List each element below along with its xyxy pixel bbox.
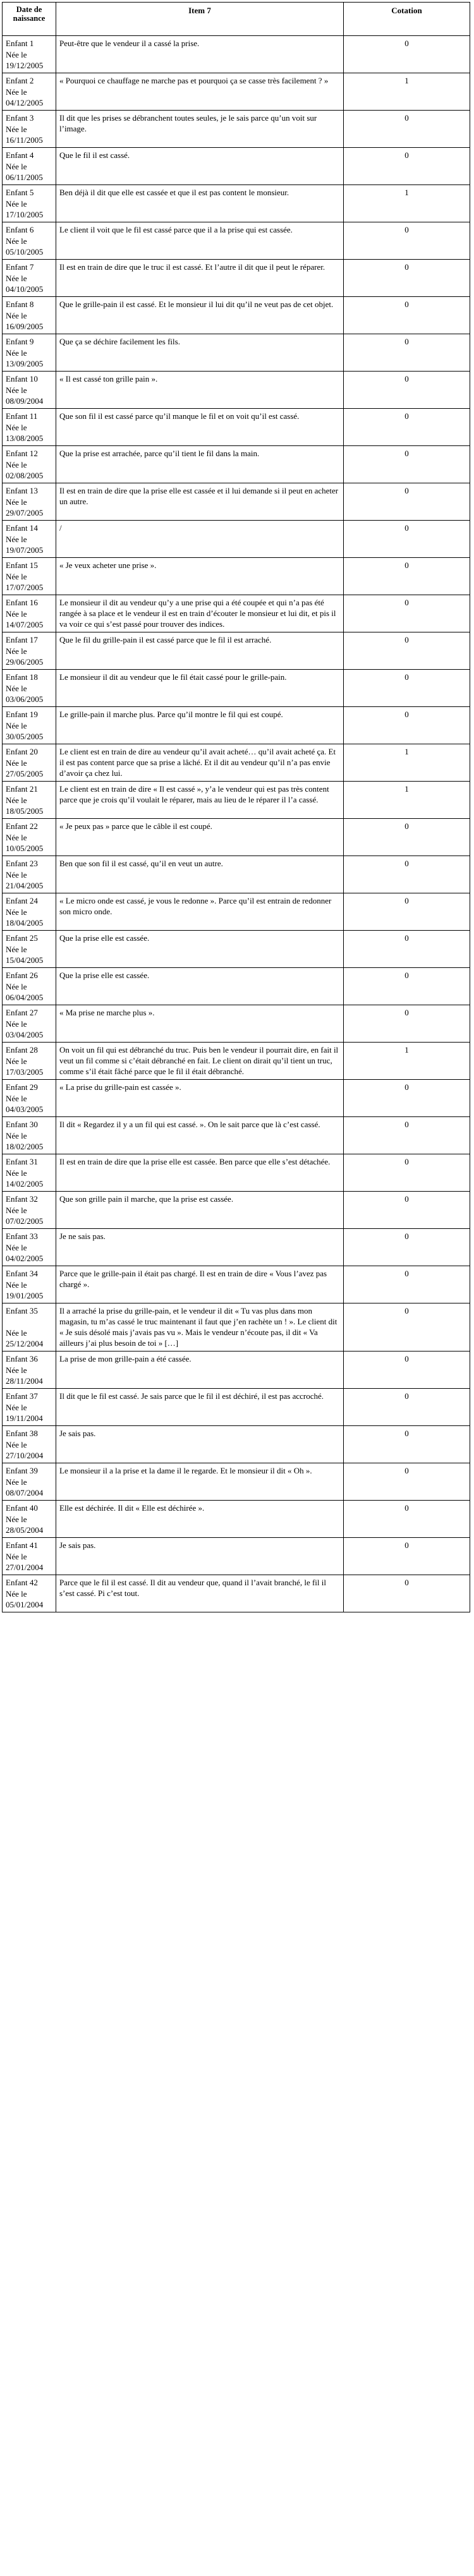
table-row — [3, 893, 470, 931]
child-cell — [3, 1303, 56, 1351]
birth-date: Née le 13/09/2005 — [6, 348, 44, 368]
response-text: Le client est en train de dire au vendeur qu’il avait acheté… qu’il avait acheté ça. Et il est pas content parce que sa prise a lâché. Et il dit au vendeur qu’il n’a pas envie d’avoir ça chez lui. — [56, 744, 344, 782]
child-cell — [3, 856, 56, 893]
child-cell — [3, 1426, 56, 1463]
response-text: « Le micro onde est cassé, je vous le redonne ». Parce qu’il est entrain de redonner son micro onde. — [56, 893, 344, 931]
birth-date: Née le 06/11/2005 — [6, 162, 43, 182]
table-row — [3, 707, 470, 744]
cotation-value: 0 — [344, 1463, 470, 1501]
child-cell — [3, 1463, 56, 1501]
child-label: Enfant 31 — [6, 1157, 38, 1166]
cotation-value: 0 — [344, 558, 470, 595]
birth-date: Née le 17/03/2005 — [6, 1056, 44, 1077]
child-label: Enfant 4 — [6, 150, 34, 160]
cotation-value: 1 — [344, 73, 470, 111]
birth-date: Née le 04/02/2005 — [6, 1243, 44, 1263]
birth-date: Née le 27/01/2004 — [6, 1552, 44, 1572]
cotation-value: 0 — [344, 968, 470, 1005]
response-text: Le client est en train de dire « Il est cassé », y’a le vendeur qui est pas très content parce que je crois qu’il voulait le réparer, mais au lieu de le réparer il l’a cassé. — [56, 782, 344, 819]
child-cell — [3, 1575, 56, 1612]
response-text: / — [56, 521, 344, 558]
birth-date: Née le 27/10/2004 — [6, 1440, 44, 1460]
birth-date: Née le 16/09/2005 — [6, 311, 44, 331]
child-label: Enfant 23 — [6, 859, 38, 868]
table-row — [3, 632, 470, 670]
response-text: Le monsieur il a la prise et la dame il le regarde. Et le monsieur il dit « Oh ». — [56, 1463, 344, 1501]
cotation-value: 1 — [344, 744, 470, 782]
child-label: Enfant 21 — [6, 784, 38, 794]
table-row — [3, 1463, 470, 1501]
response-text: Il est en train de dire que la prise elle est cassée. Ben parce que elle s’est détachée. — [56, 1154, 344, 1192]
table-row — [3, 446, 470, 483]
birth-date: Née le 08/09/2004 — [6, 385, 44, 406]
cotation-value: 0 — [344, 931, 470, 968]
cotation-value: 0 — [344, 856, 470, 893]
child-label: Enfant 28 — [6, 1045, 38, 1055]
table-row — [3, 1154, 470, 1192]
child-label: Enfant 36 — [6, 1354, 38, 1364]
response-text: Que son fil il est cassé parce qu’il manque le fil et on voit qu’il est cassé. — [56, 409, 344, 446]
birth-date: Née le 19/07/2005 — [6, 535, 44, 555]
child-cell — [3, 595, 56, 632]
header-cotation: Cotation — [344, 3, 470, 36]
child-label: Enfant 32 — [6, 1194, 38, 1204]
response-text: Il dit « Regardez il y a un fil qui est cassé. ». On le sait parce que là c’est cassé. — [56, 1117, 344, 1154]
child-label: Enfant 39 — [6, 1466, 38, 1475]
birth-date: Née le 18/05/2005 — [6, 795, 44, 816]
table-row — [3, 483, 470, 521]
response-text: Parce que le grille-pain il était pas chargé. Il est en train de dire « Vous l’avez pas chargé ». — [56, 1266, 344, 1303]
child-label: Enfant 22 — [6, 821, 38, 831]
child-label: Enfant 20 — [6, 747, 38, 756]
response-text: « Je veux acheter une prise ». — [56, 558, 344, 595]
table-row — [3, 819, 470, 856]
cotation-value: 0 — [344, 1575, 470, 1612]
child-cell — [3, 1266, 56, 1303]
child-label: Enfant 2 — [6, 76, 34, 85]
table-row — [3, 782, 470, 819]
response-text: Que ça se déchire facilement les fils. — [56, 334, 344, 372]
birth-date: Née le 13/08/2005 — [6, 423, 44, 443]
response-text: La prise de mon grille-pain a été cassée. — [56, 1351, 344, 1389]
birth-date: Née le 03/04/2005 — [6, 1019, 44, 1039]
birth-date: Née le 28/11/2004 — [6, 1365, 43, 1386]
cotation-value: 0 — [344, 1154, 470, 1192]
table-row — [3, 185, 470, 222]
birth-date: Née le 16/11/2005 — [6, 124, 43, 145]
cotation-value: 0 — [344, 1229, 470, 1266]
birth-date: Née le 18/04/2005 — [6, 907, 44, 928]
child-cell — [3, 744, 56, 782]
table-row — [3, 297, 470, 334]
cotation-value: 1 — [344, 1043, 470, 1080]
response-text: Le monsieur il dit au vendeur qu’y a une prise qui a été coupée et qui n’a pas été rangée à sa place et le vendeur il est en train d’écouter le monsieur et lui dit, et pis il va voir ce qui s’est passé pour trouver des indices. — [56, 595, 344, 632]
cotation-value: 0 — [344, 670, 470, 707]
cotation-value: 0 — [344, 1080, 470, 1117]
cotation-value: 0 — [344, 1005, 470, 1043]
cotation-value: 0 — [344, 1389, 470, 1426]
table-row — [3, 521, 470, 558]
child-cell — [3, 297, 56, 334]
child-cell — [3, 1192, 56, 1229]
response-text: « Ma prise ne marche plus ». — [56, 1005, 344, 1043]
child-cell — [3, 819, 56, 856]
table-row — [3, 1192, 470, 1229]
cotation-value: 0 — [344, 1192, 470, 1229]
birth-date: Née le 03/06/2005 — [6, 684, 44, 704]
birth-date: Née le 05/10/2005 — [6, 236, 44, 257]
child-label: Enfant 5 — [6, 188, 34, 197]
birth-date: Née le 29/07/2005 — [6, 497, 44, 517]
child-label: Enfant 33 — [6, 1231, 38, 1241]
table-row — [3, 968, 470, 1005]
child-cell — [3, 1005, 56, 1043]
table-row — [3, 372, 470, 409]
table-row — [3, 931, 470, 968]
child-cell — [3, 1229, 56, 1266]
child-cell — [3, 558, 56, 595]
cotation-value: 0 — [344, 446, 470, 483]
birth-date: Née le 08/07/2004 — [6, 1477, 44, 1497]
response-text: Que le grille-pain il est cassé. Et le monsieur il lui dit qu’il ne veut pas de cet objet. — [56, 297, 344, 334]
child-label: Enfant 24 — [6, 896, 38, 905]
birth-date: Née le 06/04/2005 — [6, 982, 44, 1002]
child-cell — [3, 36, 56, 73]
table-row — [3, 73, 470, 111]
child-label: Enfant 14 — [6, 523, 38, 533]
response-text: Que son grille pain il marche, que la prise est cassée. — [56, 1192, 344, 1229]
child-label: Enfant 37 — [6, 1391, 38, 1401]
child-cell — [3, 260, 56, 297]
response-text: Il dit que les prises se débranchent toutes seules, je le sais parce qu’un voit sur l’image. — [56, 111, 344, 148]
child-label: Enfant 34 — [6, 1269, 38, 1278]
child-cell — [3, 446, 56, 483]
birth-date: Née le 21/04/2005 — [6, 870, 44, 890]
birth-date: Née le 19/12/2005 — [6, 50, 44, 70]
child-cell — [3, 670, 56, 707]
birth-date: Née le 17/07/2005 — [6, 572, 44, 592]
child-cell — [3, 707, 56, 744]
child-label: Enfant 40 — [6, 1503, 38, 1513]
cotation-value: 0 — [344, 595, 470, 632]
child-cell — [3, 1080, 56, 1117]
table-row — [3, 558, 470, 595]
response-text: On voit un fil qui est débranché du truc. Puis ben le vendeur il pourrait dire, en fait il veut un fil comme si c’était débranché en fait. Le client on dirait qu’il tient un truc, comme s’il était fâché parce que le fil il était débranché. — [56, 1043, 344, 1080]
table-row — [3, 1229, 470, 1266]
birth-date: Née le 18/02/2005 — [6, 1131, 44, 1151]
birth-date: Née le 04/12/2005 — [6, 87, 44, 107]
response-text: Ben que son fil il est cassé, qu’il en veut un autre. — [56, 856, 344, 893]
child-label: Enfant 25 — [6, 933, 38, 943]
child-label: Enfant 18 — [6, 672, 38, 682]
table-header-row — [3, 3, 470, 36]
child-label: Enfant 15 — [6, 560, 38, 570]
child-label: Enfant 6 — [6, 225, 34, 234]
response-text: Peut-être que le vendeur il a cassé la prise. — [56, 36, 344, 73]
child-label: Enfant 29 — [6, 1082, 38, 1092]
child-cell — [3, 483, 56, 521]
response-text: Je sais pas. — [56, 1426, 344, 1463]
child-label: Enfant 38 — [6, 1429, 38, 1438]
response-text: Que le fil du grille-pain il est cassé parce que le fil il est arraché. — [56, 632, 344, 670]
birth-date: Née le 14/07/2005 — [6, 609, 44, 629]
table-row — [3, 1303, 470, 1351]
table-row — [3, 1043, 470, 1080]
cotation-value: 0 — [344, 36, 470, 73]
cotation-value: 0 — [344, 1117, 470, 1154]
child-label: Enfant 35 — [6, 1306, 38, 1315]
birth-date: Née le 04/03/2005 — [6, 1094, 44, 1114]
header-item-7: Item 7 — [56, 3, 344, 36]
child-cell — [3, 521, 56, 558]
table-row — [3, 1080, 470, 1117]
child-cell — [3, 222, 56, 260]
birth-date: Née le 04/10/2005 — [6, 274, 44, 294]
child-label: Enfant 12 — [6, 449, 38, 458]
child-cell — [3, 73, 56, 111]
response-text: Le grille-pain il marche plus. Parce qu’il montre le fil qui est coupé. — [56, 707, 344, 744]
response-text: Le client il voit que le fil est cassé parce que il a la prise qui est cassée. — [56, 222, 344, 260]
table-row — [3, 222, 470, 260]
child-label: Enfant 27 — [6, 1008, 38, 1017]
table-body — [3, 36, 470, 1612]
birth-date: Née le 10/05/2005 — [6, 833, 44, 853]
cotation-value: 0 — [344, 148, 470, 185]
child-label: Enfant 13 — [6, 486, 38, 495]
child-cell — [3, 1538, 56, 1575]
birth-date: Née le 30/05/2005 — [6, 721, 44, 741]
cotation-value: 0 — [344, 260, 470, 297]
child-label: Enfant 26 — [6, 971, 38, 980]
cotation-value: 0 — [344, 483, 470, 521]
responses-table — [2, 2, 470, 1612]
cotation-value: 0 — [344, 372, 470, 409]
response-text: « Pourquoi ce chauffage ne marche pas et pourquoi ça se casse très facilement ? » — [56, 73, 344, 111]
child-label: Enfant 7 — [6, 262, 34, 272]
child-label: Enfant 30 — [6, 1120, 38, 1129]
child-cell — [3, 1043, 56, 1080]
child-cell — [3, 893, 56, 931]
child-cell — [3, 931, 56, 968]
child-label: Enfant 42 — [6, 1578, 38, 1587]
table-row — [3, 111, 470, 148]
child-cell — [3, 185, 56, 222]
response-text: « La prise du grille-pain est cassée ». — [56, 1080, 344, 1117]
response-text: Elle est déchirée. Il dit « Elle est déchirée ». — [56, 1501, 344, 1538]
cotation-value: 0 — [344, 111, 470, 148]
birth-date: Née le 28/05/2004 — [6, 1515, 44, 1535]
child-cell — [3, 148, 56, 185]
cotation-value: 0 — [344, 1538, 470, 1575]
table-row — [3, 1501, 470, 1538]
birth-date: Née le 14/02/2005 — [6, 1168, 44, 1188]
response-text: Le monsieur il dit au vendeur que le fil était cassé pour le grille-pain. — [56, 670, 344, 707]
cotation-value: 0 — [344, 1303, 470, 1351]
header-date-de-naissance: Date de naissance — [3, 3, 56, 36]
table-row — [3, 260, 470, 297]
cotation-value: 0 — [344, 222, 470, 260]
birth-date: Née le 17/10/2005 — [6, 199, 44, 219]
cotation-value: 0 — [344, 521, 470, 558]
table-row — [3, 409, 470, 446]
table-row — [3, 1005, 470, 1043]
child-cell — [3, 632, 56, 670]
cotation-value: 0 — [344, 1266, 470, 1303]
child-label: Enfant 1 — [6, 39, 34, 48]
birth-date: Née le 25/12/2004 — [6, 1328, 44, 1348]
cotation-value: 0 — [344, 409, 470, 446]
response-text: Il est en train de dire que le truc il est cassé. Et l’autre il dit que il peut le réparer. — [56, 260, 344, 297]
birth-date: Née le 19/11/2004 — [6, 1403, 43, 1423]
response-text: Il dit que le fil est cassé. Je sais parce que le fil il est déchiré, il est pas accroché. — [56, 1389, 344, 1426]
table-row — [3, 1266, 470, 1303]
child-cell — [3, 409, 56, 446]
response-text: Que le fil il est cassé. — [56, 148, 344, 185]
birth-date: Née le 27/05/2005 — [6, 758, 44, 778]
child-label: Enfant 3 — [6, 113, 34, 123]
child-cell — [3, 1117, 56, 1154]
cotation-value: 0 — [344, 1501, 470, 1538]
response-text: Il est en train de dire que la prise elle est cassée et il lui demande si il peut en acheter un autre. — [56, 483, 344, 521]
cotation-value: 0 — [344, 334, 470, 372]
table-row — [3, 595, 470, 632]
response-text: Je sais pas. — [56, 1538, 344, 1575]
response-text: Que la prise est arrachée, parce qu’il tient le fil dans la main. — [56, 446, 344, 483]
child-cell — [3, 111, 56, 148]
birth-date: Née le 15/04/2005 — [6, 945, 44, 965]
table-row — [3, 1575, 470, 1612]
child-label: Enfant 10 — [6, 374, 38, 384]
child-label: Enfant 9 — [6, 337, 34, 346]
table-row — [3, 334, 470, 372]
table-row — [3, 856, 470, 893]
table-row — [3, 148, 470, 185]
response-text: « Je peux pas » parce que le câble il est coupé. — [56, 819, 344, 856]
child-cell — [3, 782, 56, 819]
birth-date: Née le 19/01/2005 — [6, 1280, 44, 1300]
birth-date: Née le 05/01/2004 — [6, 1589, 44, 1609]
child-label: Enfant 17 — [6, 635, 38, 644]
response-text: Je ne sais pas. — [56, 1229, 344, 1266]
response-text: « Il est cassé ton grille pain ». — [56, 372, 344, 409]
child-label: Enfant 16 — [6, 598, 38, 607]
child-label: Enfant 19 — [6, 710, 38, 719]
child-label: Enfant 8 — [6, 299, 34, 309]
cotation-value: 1 — [344, 782, 470, 819]
cotation-value: 0 — [344, 707, 470, 744]
child-cell — [3, 1154, 56, 1192]
child-cell — [3, 1501, 56, 1538]
birth-date: Née le 29/06/2005 — [6, 646, 44, 667]
child-label: Enfant 41 — [6, 1540, 38, 1550]
child-cell — [3, 1351, 56, 1389]
table-row — [3, 1351, 470, 1389]
cotation-value: 0 — [344, 1351, 470, 1389]
table-row — [3, 36, 470, 73]
cotation-value: 0 — [344, 819, 470, 856]
cotation-value: 0 — [344, 297, 470, 334]
child-cell — [3, 968, 56, 1005]
child-cell — [3, 334, 56, 372]
child-cell — [3, 1389, 56, 1426]
table-row — [3, 744, 470, 782]
table-row — [3, 1389, 470, 1426]
response-text: Parce que le fil il est cassé. Il dit au vendeur que, quand il l’avait branché, le fil il s’est cassé. Pi c’est tout. — [56, 1575, 344, 1612]
cotation-value: 0 — [344, 1426, 470, 1463]
table-row — [3, 670, 470, 707]
birth-date: Née le 02/08/2005 — [6, 460, 44, 480]
child-cell — [3, 372, 56, 409]
cotation-value: 0 — [344, 893, 470, 931]
table-row — [3, 1117, 470, 1154]
response-text: Que la prise elle est cassée. — [56, 931, 344, 968]
response-text: Que la prise elle est cassée. — [56, 968, 344, 1005]
birth-date: Née le 07/02/2005 — [6, 1206, 44, 1226]
cotation-value: 1 — [344, 185, 470, 222]
table-row — [3, 1426, 470, 1463]
child-label: Enfant 11 — [6, 411, 38, 421]
response-text: Il a arraché la prise du grille-pain, et le vendeur il dit « Tu vas plus dans mon magasin, tu m’as cassé le truc maintenant il faut que j’en rachète un ! ». Le client dit « Je suis désolé mais j’avais pas vu ». Mais le vendeur n’écoute pas, il dit « Va ailleurs j’ai plus besoin de toi » […] — [56, 1303, 344, 1351]
response-text: Ben déjà il dit que elle est cassée et que il est pas content le monsieur. — [56, 185, 344, 222]
table-row — [3, 1538, 470, 1575]
cotation-value: 0 — [344, 632, 470, 670]
